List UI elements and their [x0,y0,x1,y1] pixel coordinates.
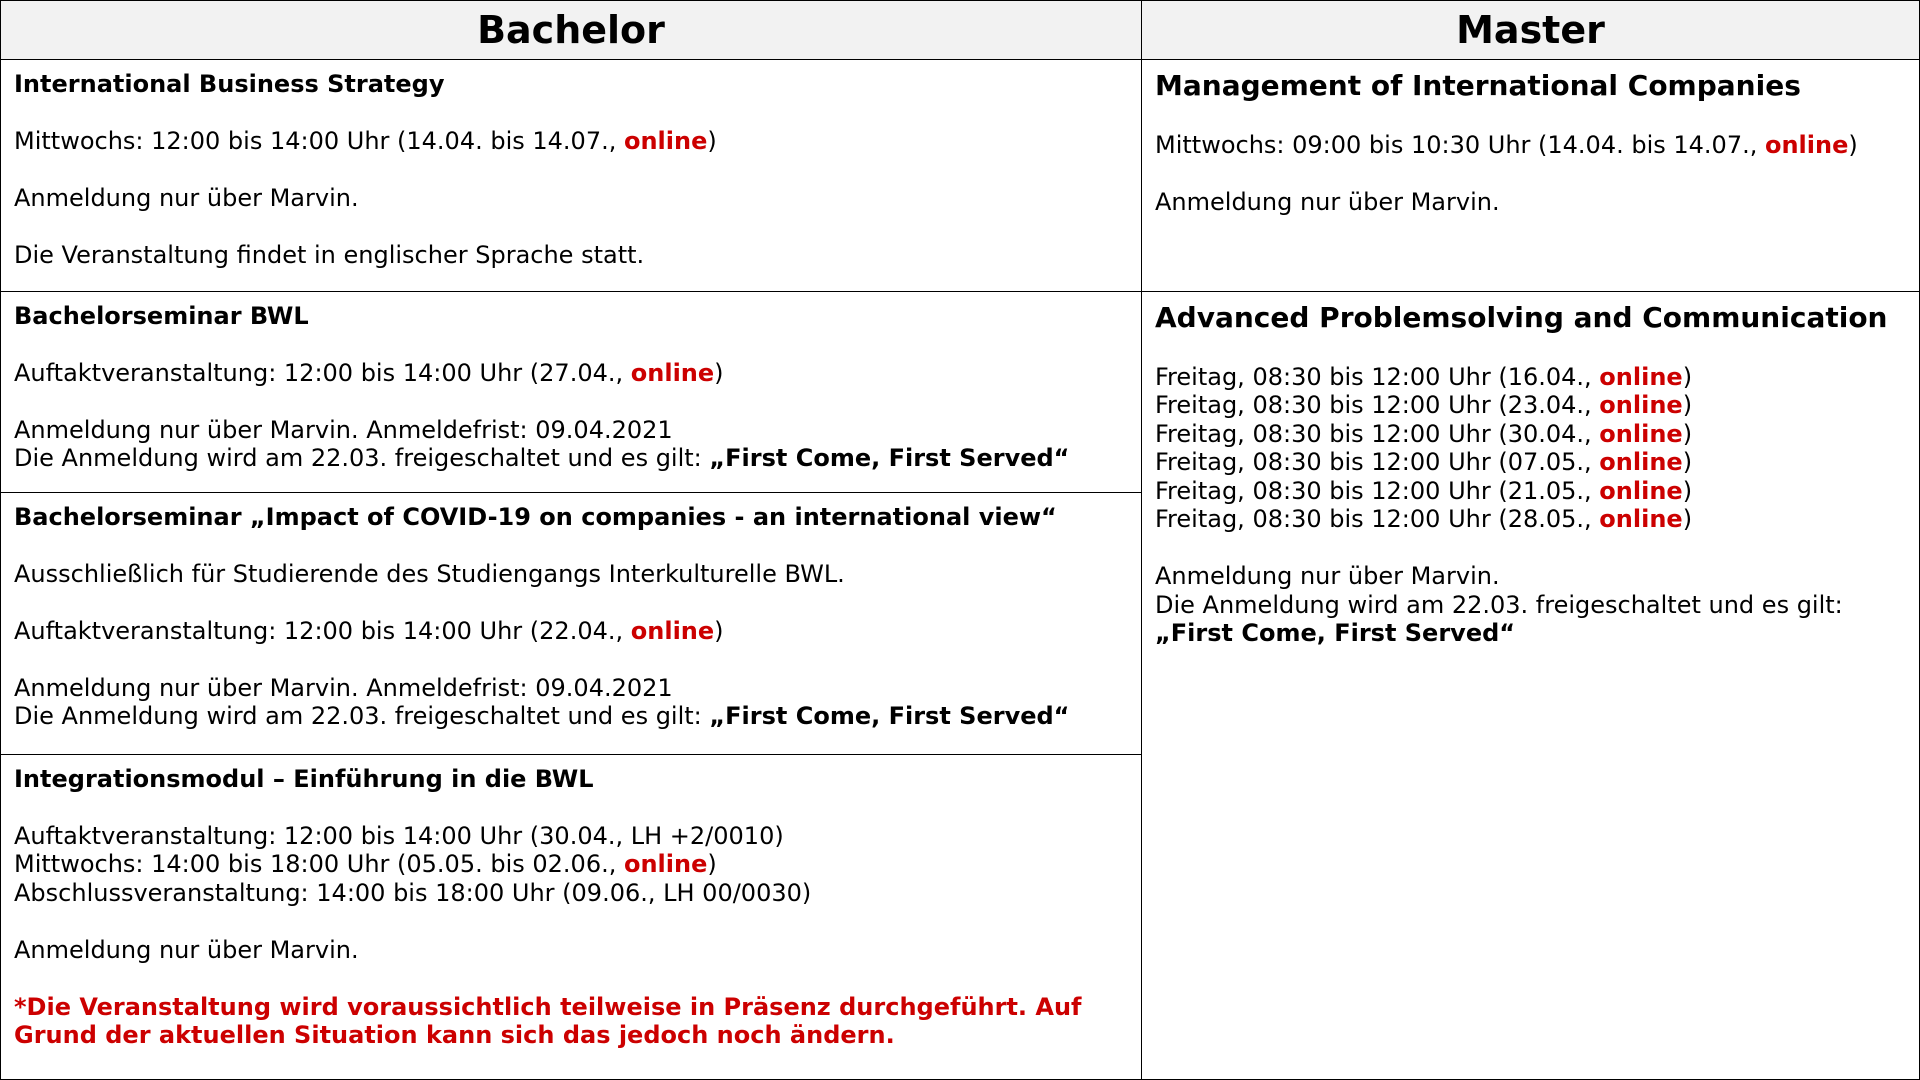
online-label: online [1599,391,1683,419]
online-label: online [623,850,708,878]
release-note: Die Anmeldung wird am 22.03. freigeschaltet und es gilt: [1155,590,1843,619]
weekly-text: Mittwochs: 14:00 bis 18:00 Uhr (05.05. bis 02.06., [14,850,624,878]
date-text: Freitag, 08:30 bis 12:00 Uhr (07.05., [1155,448,1600,476]
schedule-text: Mittwochs: 09:00 bis 10:30 Uhr (14.04. bis 14.07., [1155,130,1765,159]
kickoff-line: Auftaktveranstaltung: 12:00 bis 14:00 Uhr (30.04., LH +2/0010) [14,821,784,850]
kickoff-line: Auftaktveranstaltung: 12:00 bis 14:00 Uhr (27.04., online) [14,358,724,387]
course-international-business-strategy [0,60,1142,292]
course-advanced-problemsolving [1142,292,1920,1080]
presence-notice-line-1: *Die Veranstaltung wird voraussichtlich teilweise in Präsenz durchgeführt. Auf [14,992,1082,1021]
schedule-line: Mittwochs: 12:00 bis 14:00 Uhr (14.04. bis 14.07., online) [14,126,717,155]
date-line: Freitag, 08:30 bis 12:00 Uhr (30.04., online) [1155,419,1693,448]
release-note [14,444,1128,473]
course-title: Advanced Problemsolving and Communication [1155,301,1888,334]
course-integrationsmodul [0,755,1142,1080]
registration-note: Anmeldung nur über Marvin. Anmeldefrist: 09.04.2021 [14,673,673,702]
course-title: Management of International Companies [1155,69,1801,102]
weekly-line: Mittwochs: 14:00 bis 18:00 Uhr (05.05. bis 02.06., online) [14,850,717,878]
online-label: online [630,358,715,387]
presence-notice-line-2: Grund der aktuellen Situation kann sich das jedoch noch ändern. [14,1021,895,1049]
restriction-note: Ausschließlich für Studierende des Studiengangs Interkulturelle BWL. [14,559,845,588]
online-label: online [1599,505,1683,533]
course-title: Bachelorseminar „Impact of COVID-19 on companies - an international view“ [14,503,1057,531]
release-note [14,702,1128,731]
registration-note: Anmeldung nur über Marvin. [14,183,359,212]
release-text: Die Anmeldung wird am 22.03. freigeschaltet und es gilt: [14,444,710,472]
date-text: Freitag, 08:30 bis 12:00 Uhr (28.05., [1155,505,1600,533]
closing-line: Abschlussveranstaltung: 14:00 bis 18:00 Uhr (09.06., LH 00/0030) [14,878,812,907]
registration-note: Anmeldung nur über Marvin. Anmeldefrist: 09.04.2021 [14,415,673,444]
date-text: Freitag, 08:30 bis 12:00 Uhr (21.05., [1155,476,1600,505]
date-line: Freitag, 08:30 bis 12:00 Uhr (07.05., online) [1155,448,1693,476]
registration-note: Anmeldung nur über Marvin. [1155,187,1500,216]
schedule-text: Mittwochs: 12:00 bis 14:00 Uhr (14.04. bis 14.07., [14,126,624,155]
date-text: Freitag, 08:30 bis 12:00 Uhr (16.04., [1155,362,1600,391]
online-label: online [1599,419,1683,448]
course-bachelorseminar-bwl [0,292,1142,493]
course-title: Integrationsmodul – Einführung in die BWL [14,765,594,793]
date-line: Freitag, 08:30 bis 12:00 Uhr (16.04., online) [1155,362,1693,391]
language-note: Die Veranstaltung findet in englischer Sprache statt. [14,240,645,269]
date-text: Freitag, 08:30 bis 12:00 Uhr (23.04., [1155,391,1600,419]
kickoff-text: Auftaktveranstaltung: 12:00 bis 14:00 Uhr (27.04., [14,358,631,387]
kickoff-text: Auftaktveranstaltung: 12:00 bis 14:00 Uhr (22.04., [14,616,631,645]
master-column [1142,0,1920,1080]
release-rule: „First Come, First Served“ [709,444,1070,472]
release-text: Die Anmeldung wird am 22.03. freigeschaltet und es gilt: [14,702,710,730]
master-header: Master [1142,0,1920,60]
online-label: online [1764,130,1849,159]
date-text: Freitag, 08:30 bis 12:00 Uhr (30.04., [1155,419,1600,448]
date-line: Freitag, 08:30 bis 12:00 Uhr (23.04., online) [1155,391,1693,419]
online-label: online [1599,362,1683,391]
bachelor-header: Bachelor [0,0,1142,60]
course-title: Bachelorseminar BWL [14,302,309,330]
course-management-international-companies [1142,60,1920,292]
course-title: International Business Strategy [14,70,445,98]
schedule-line: Mittwochs: 09:00 bis 10:30 Uhr (14.04. bis 14.07., online) [1155,130,1858,159]
online-label: online [1599,448,1683,476]
kickoff-line: Auftaktveranstaltung: 12:00 bis 14:00 Uhr (22.04., online) [14,616,724,645]
online-label: online [1599,476,1683,505]
release-rule: „First Come, First Served“ [1155,619,1516,647]
online-label: online [630,616,715,645]
registration-note: Anmeldung nur über Marvin. [14,935,359,964]
date-line: Freitag, 08:30 bis 12:00 Uhr (21.05., online) [1155,476,1693,505]
registration-note: Anmeldung nur über Marvin. [1155,562,1500,590]
release-rule: „First Come, First Served“ [709,702,1070,730]
online-label: online [623,126,708,155]
date-line: Freitag, 08:30 bis 12:00 Uhr (28.05., online) [1155,505,1693,533]
course-bachelorseminar-covid [0,493,1142,755]
